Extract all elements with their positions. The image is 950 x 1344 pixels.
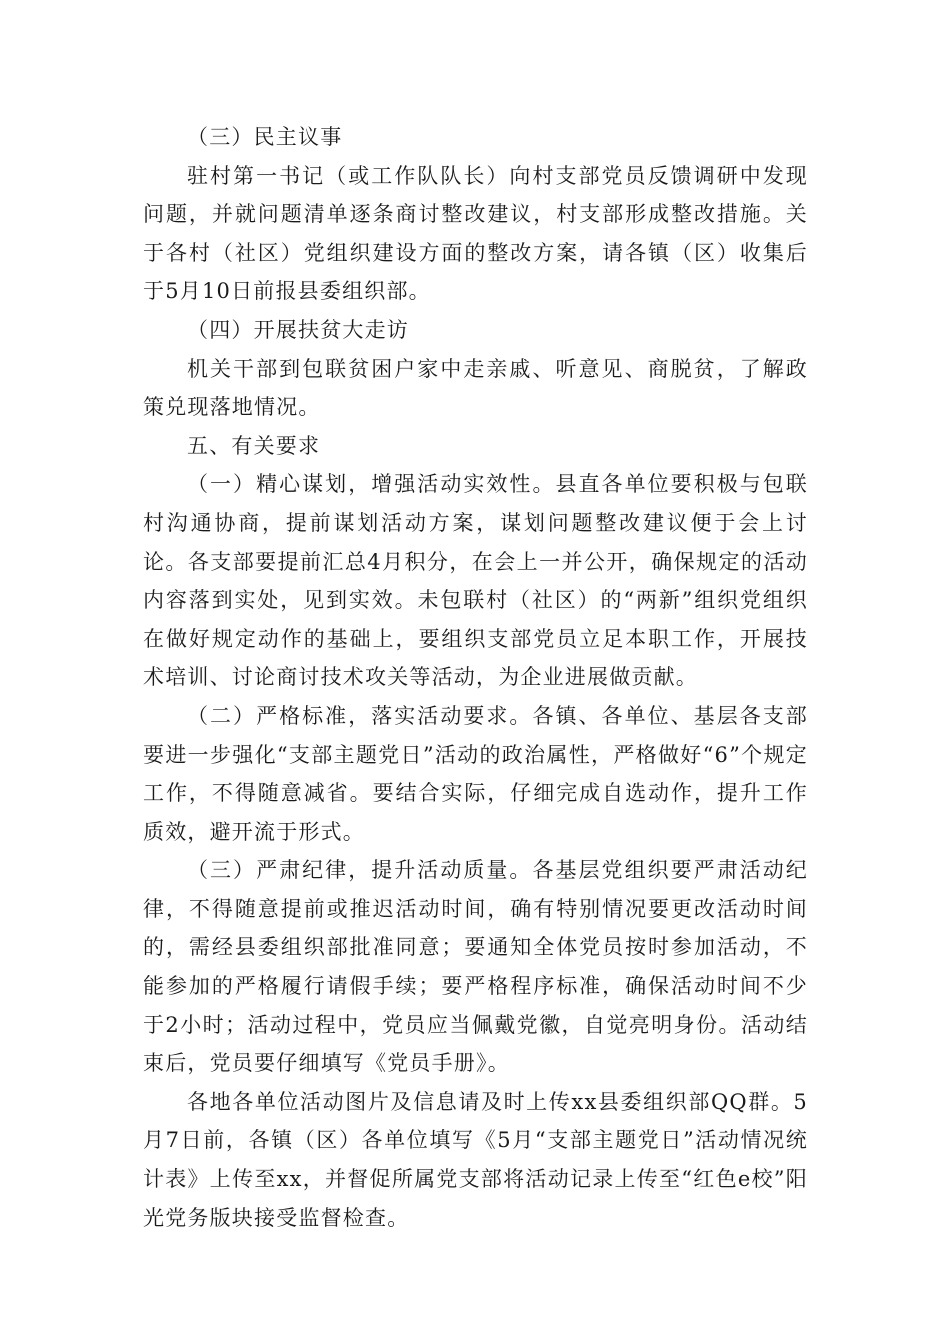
- document-body: [143, 118, 808, 1237]
- section-heading-democratic-deliberation: （三）民主议事: [187, 125, 343, 149]
- requirement-paragraph: （一）精心谋划，增强活动实效性。县直各单位要积极与包联村沟通协商，提前谋划活动方案，谋划问题整改建议便于会上讨论。各支部要提前汇总4月积分，在会上一并公开，确保规定的活动内容落到实处，见到实效。未包联村（社区）的“两新”组织党组织在做好规定动作的基础上，要组织支部党员立足本职工作，开展技术培训、讨论商讨技术攻关等活动，为企业进展做贡献。: [143, 472, 808, 690]
- body-paragraph: 驻村第一书记（或工作队队长）向村支部党员反馈调研中发现问题，并就问题清单逐条商讨整改建议，村支部形成整改措施。关于各村（社区）党组织建设方面的整改方案，请各镇（区）收集后于5月10日前报县委组织部。: [143, 163, 808, 304]
- requirement-paragraph: （三）严肃纪律，提升活动质量。各基层党组织要严肃活动纪律，不得随意提前或推迟活动时间，确有特别情况要更改活动时间的，需经县委组织部批准同意；要通知全体党员按时参加活动，不能参加的严格履行请假手续；要严格程序标准，确保活动时间不少于2小时；活动过程中，党员应当佩戴党徽，自觉亮明身份。活动结束后，党员要仔细填写《党员手册》。: [143, 858, 808, 1076]
- body-paragraph: 机关干部到包联贫困户家中走亲戚、听意见、商脱贫，了解政策兑现落地情况。: [143, 356, 808, 420]
- section-heading-requirements: 五、有关要求: [187, 433, 321, 458]
- section-heading-poverty-visits: （四）开展扶贫大走访: [187, 317, 409, 342]
- requirement-paragraph: （二）严格标准，落实活动要求。各镇、各单位、基层各支部要进一步强化“支部主题党日”活动的政治属性，严格做好“6”个规定工作，不得随意减省。要结合实际，仔细完成自选动作，提升工作质效，避开流于形式。: [143, 703, 808, 844]
- closing-paragraph: 各地各单位活动图片及信息请及时上传xx县委组织部QQ群。5月7日前，各镇（区）各单位填写《5月“支部主题党日”活动情况统计表》上传至xx，并督促所属党支部将活动记录上传至“红色e校”阳光党务版块接受监督检查。: [143, 1089, 808, 1230]
